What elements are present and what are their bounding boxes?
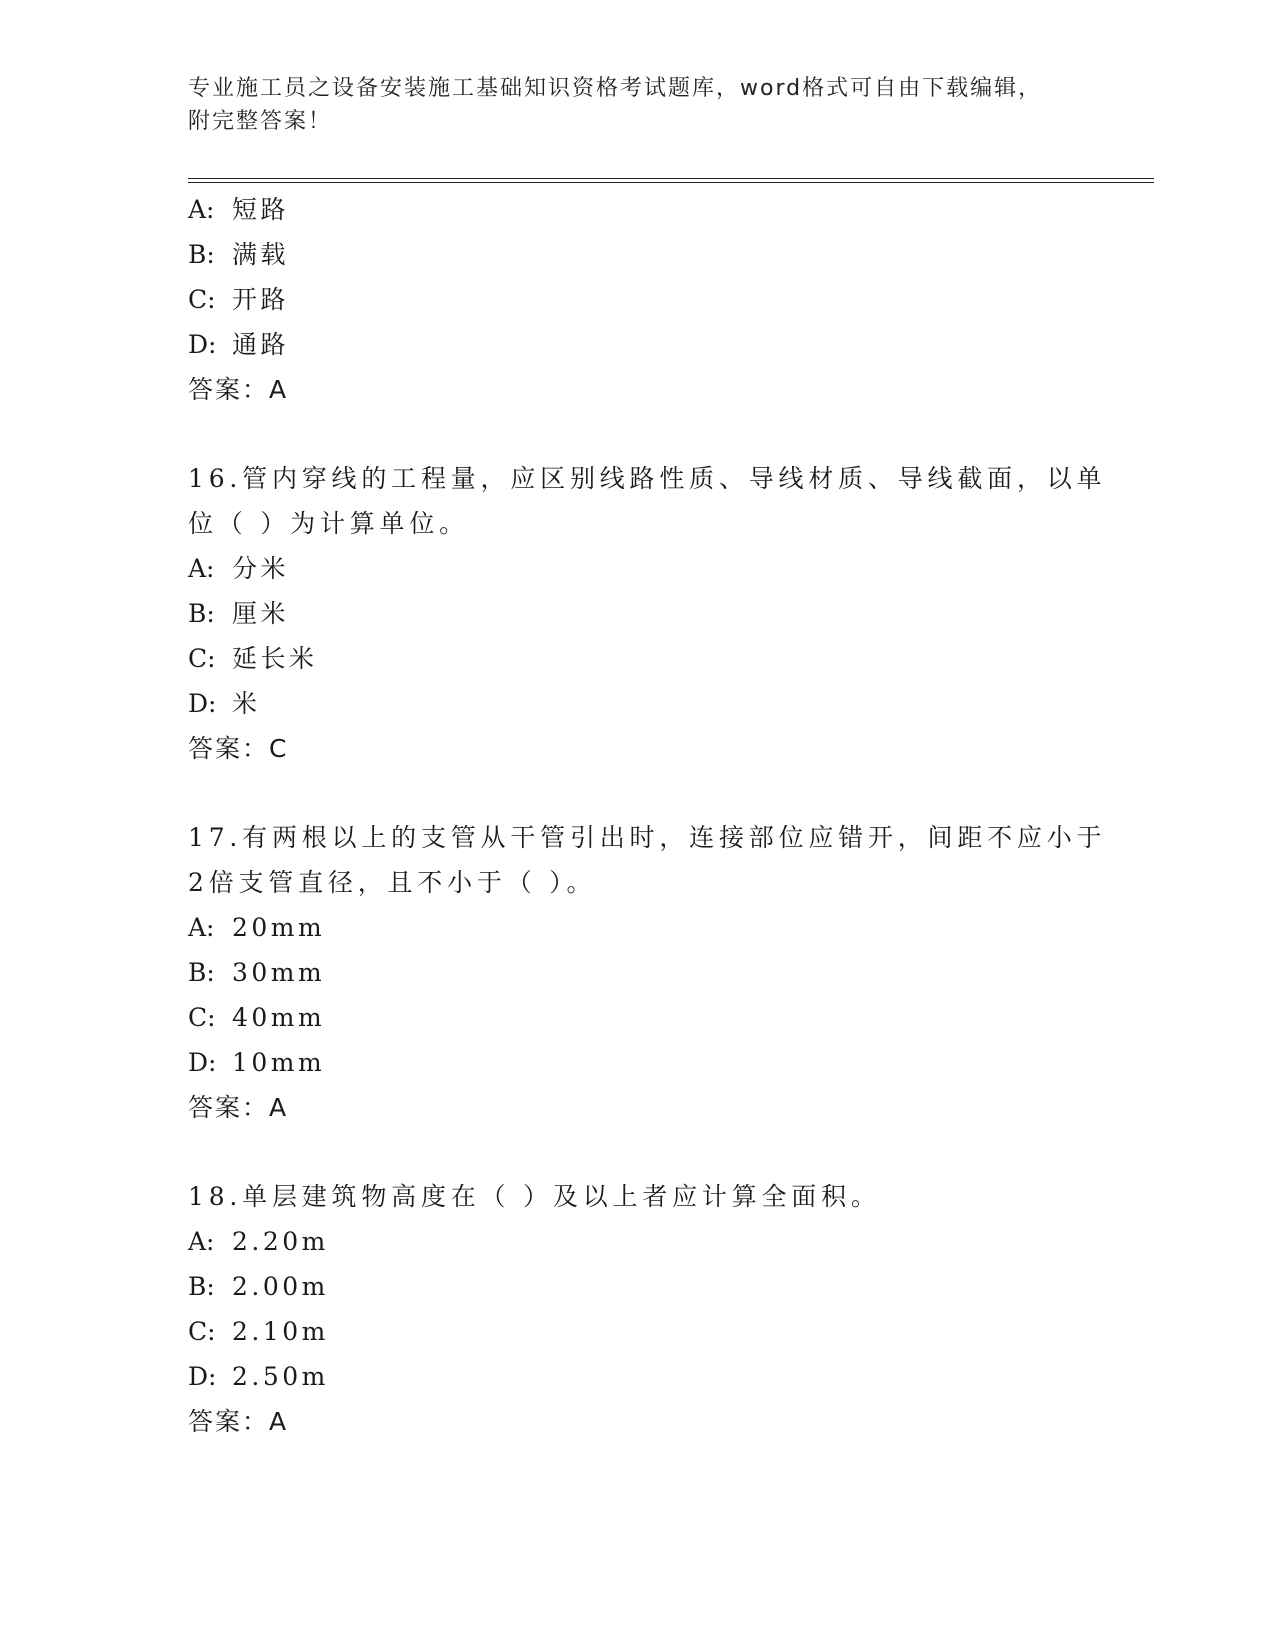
option-text: 短路 bbox=[232, 195, 290, 224]
option-letter: D: bbox=[188, 689, 217, 718]
option-letter: A: bbox=[188, 1227, 215, 1256]
option-text: 厘米 bbox=[232, 599, 290, 628]
option-letter: A: bbox=[188, 913, 215, 942]
option-letter: C: bbox=[188, 1317, 216, 1346]
q15-option-a bbox=[188, 193, 289, 227]
q16-option-c bbox=[188, 642, 318, 676]
q18-option-c bbox=[188, 1315, 329, 1349]
q16-stem-line-2: 位（ ）为计算单位。 bbox=[188, 509, 469, 538]
option-text: 满载 bbox=[232, 240, 290, 269]
q15-option-d bbox=[188, 328, 289, 362]
q18-stem-line-1: 18.单层建筑物高度在（ ）及以上者应计算全面积。 bbox=[188, 1182, 881, 1211]
option-letter: B: bbox=[188, 240, 215, 269]
q18-option-a bbox=[188, 1225, 329, 1259]
option-text: 20mm bbox=[232, 913, 326, 942]
option-text: 米 bbox=[232, 689, 261, 718]
q17-option-d bbox=[188, 1046, 325, 1080]
q17-option-a bbox=[188, 911, 325, 945]
header-rule-bottom bbox=[188, 182, 1154, 183]
q15-answer: 答案：A bbox=[188, 375, 289, 404]
q16-stem-line-1: 16.管内穿线的工程量，应区别线路性质、导线材质、导线截面，以单 bbox=[188, 464, 1107, 493]
q17-stem-line-1: 17.有两根以上的支管从干管引出时，连接部位应错开，间距不应小于 bbox=[188, 823, 1107, 852]
option-text: 开路 bbox=[232, 285, 290, 314]
option-text: 通路 bbox=[232, 330, 290, 359]
option-letter: D: bbox=[188, 330, 217, 359]
q18-option-b bbox=[188, 1270, 329, 1304]
option-text: 10mm bbox=[232, 1048, 326, 1077]
q17-option-b bbox=[188, 956, 325, 990]
option-text: 40mm bbox=[232, 1003, 326, 1032]
option-text: 2.00m bbox=[232, 1272, 329, 1301]
option-letter: D: bbox=[188, 1362, 217, 1391]
q17-option-c bbox=[188, 1001, 325, 1035]
option-letter: B: bbox=[188, 958, 215, 987]
header-line-2: 附完整答案！ bbox=[188, 109, 333, 134]
option-text: 2.10m bbox=[232, 1317, 329, 1346]
option-letter: A: bbox=[188, 554, 215, 583]
header-rule-top bbox=[188, 178, 1154, 179]
q17-answer: 答案：A bbox=[188, 1093, 289, 1122]
option-letter: B: bbox=[188, 1272, 215, 1301]
option-letter: B: bbox=[188, 599, 215, 628]
q16-option-b bbox=[188, 597, 289, 631]
header-line-1: 专业施工员之设备安装施工基础知识资格考试题库，word格式可自由下载编辑， bbox=[188, 76, 1043, 101]
document-header bbox=[188, 72, 1088, 138]
option-letter: C: bbox=[188, 285, 216, 314]
option-letter: C: bbox=[188, 644, 216, 673]
option-letter: C: bbox=[188, 1003, 216, 1032]
q15-option-c bbox=[188, 283, 289, 317]
q18-answer: 答案：A bbox=[188, 1407, 289, 1436]
option-text: 2.20m bbox=[232, 1227, 329, 1256]
q16-option-a bbox=[188, 552, 289, 586]
q15-option-b bbox=[188, 238, 289, 272]
option-text: 延长米 bbox=[232, 644, 318, 673]
q16-option-d bbox=[188, 687, 261, 721]
option-text: 30mm bbox=[232, 958, 326, 987]
option-text: 分米 bbox=[232, 554, 290, 583]
option-letter: D: bbox=[188, 1048, 217, 1077]
option-text: 2.50m bbox=[232, 1362, 329, 1391]
q18-option-d bbox=[188, 1360, 329, 1394]
option-letter: A: bbox=[188, 195, 215, 224]
q16-answer: 答案：C bbox=[188, 734, 289, 763]
q17-stem-line-2: 2倍支管直径，且不小于（ ）。 bbox=[188, 868, 597, 897]
